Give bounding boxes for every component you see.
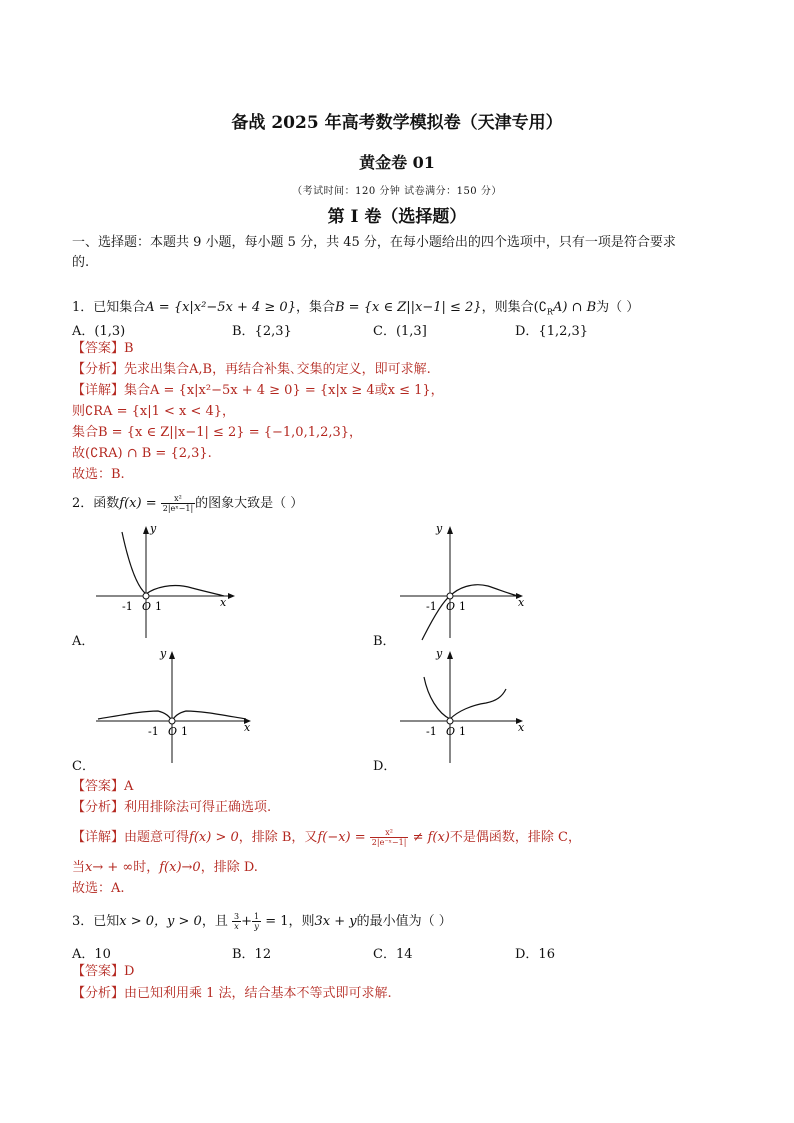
q2-analysis-text: 利用排除法可得正确选项. bbox=[124, 800, 272, 815]
q1-stem-a: 1．已知集合 bbox=[72, 300, 146, 315]
q2-stem-a: 2．函数 bbox=[72, 496, 120, 511]
q3-answer-tag: 【答案】 bbox=[72, 964, 125, 979]
origin-label: O bbox=[446, 725, 456, 738]
y-axis-arrow-icon bbox=[143, 526, 149, 534]
x-label: x bbox=[518, 596, 525, 609]
q1-analysis bbox=[72, 360, 431, 380]
curve bbox=[424, 677, 506, 719]
q1-stem-c: ，则集合(∁ bbox=[481, 300, 547, 315]
tick-1: 1 bbox=[155, 600, 162, 613]
y-axis-arrow-icon bbox=[447, 526, 453, 534]
y-label: y bbox=[436, 647, 443, 660]
q1-choose: 故选：B. bbox=[72, 467, 125, 482]
q2-option-b-label: B． bbox=[373, 634, 396, 649]
q2-graph-a bbox=[92, 520, 242, 642]
q3-plus: + bbox=[241, 914, 252, 929]
q3-frac-2-num: 1 bbox=[253, 912, 260, 921]
q2-stem bbox=[72, 494, 303, 514]
q2-answer bbox=[72, 777, 133, 797]
q3-frac-1 bbox=[232, 912, 241, 931]
q1-answer bbox=[72, 339, 134, 359]
q2-detail-1f: 不是偶函数，排除 C， bbox=[449, 830, 581, 845]
q1-set-b: B = {x ∈ Z||x−1| ≤ 2} bbox=[335, 300, 482, 315]
q1-option-a: A．(1,3) bbox=[72, 324, 126, 339]
q2-detail-1a: 由题意可得 bbox=[124, 830, 190, 845]
q3-stem-b: ，且 bbox=[201, 914, 228, 929]
q1-stem-d: A) ∩ B bbox=[552, 300, 597, 315]
q3-frac-1-num: 3 bbox=[233, 912, 240, 921]
q2-graph-b bbox=[396, 520, 546, 642]
q2-detail-1b: f(x) > 0 bbox=[189, 830, 239, 845]
q3-analysis bbox=[72, 984, 392, 1004]
q2-detail-1 bbox=[72, 828, 581, 848]
tick-1: 1 bbox=[181, 725, 188, 738]
q2-detail-1c: ，排除 B，又 bbox=[238, 830, 318, 845]
q1-sub-r: R bbox=[546, 307, 553, 317]
q2-detail-2e: ，排除 D. bbox=[200, 860, 258, 875]
q2-fx: f(x) = bbox=[119, 496, 157, 511]
q1-answer-tag: 【答案】 bbox=[72, 341, 125, 356]
hollow-point bbox=[143, 593, 149, 599]
q3-eq: = 1 bbox=[265, 914, 289, 929]
tick-1: 1 bbox=[459, 725, 466, 738]
q3-option-a: A．10 bbox=[72, 947, 111, 962]
y-axis-arrow-icon bbox=[169, 651, 175, 659]
q3-cond: x > 0，y > 0 bbox=[119, 914, 202, 929]
q2-detail-tag: 【详解】 bbox=[72, 830, 125, 845]
q2-choose: 故选：A. bbox=[72, 881, 125, 896]
q3-analysis-text: 由已知利用乘 1 法，结合基本不等式即可求解. bbox=[124, 986, 392, 1001]
q1-set-a: A = {x|x²−5x + 4 ≥ 0} bbox=[145, 300, 296, 315]
q1-option-c: C．(1,3] bbox=[373, 324, 427, 339]
tick-1: 1 bbox=[459, 600, 466, 613]
q1-detail-2: 则∁RA = {x|1 < x < 4}， bbox=[72, 404, 236, 419]
q3-stem-a: 3．已知 bbox=[72, 914, 120, 929]
q1-analysis-tag: 【分析】 bbox=[72, 362, 125, 377]
q2-detail-2c: 时， bbox=[133, 860, 160, 875]
origin-label: O bbox=[446, 600, 456, 613]
tick-neg1: -1 bbox=[426, 725, 437, 738]
q3-option-b: B．12 bbox=[232, 947, 272, 962]
q1-option-d: D．{1,2,3} bbox=[515, 324, 589, 339]
x-label: x bbox=[244, 721, 251, 734]
q2-graph-c bbox=[92, 645, 262, 767]
hollow-point bbox=[447, 718, 453, 724]
q2-detail-1d: f(−x) = bbox=[317, 830, 366, 845]
q3-stem-c: ，则 bbox=[288, 914, 315, 929]
origin-label: O bbox=[142, 600, 152, 613]
q3-option-d: D．16 bbox=[515, 947, 555, 962]
q2-option-c-label: C． bbox=[72, 759, 95, 774]
q2-analysis bbox=[72, 798, 271, 818]
curve bbox=[122, 532, 224, 596]
q2-graph-d bbox=[396, 645, 546, 767]
q2-detail-2a: 当 bbox=[72, 860, 86, 875]
q3-analysis-tag: 【分析】 bbox=[72, 986, 125, 1001]
q3-expr: 3x + y bbox=[314, 914, 357, 929]
hollow-point bbox=[447, 593, 453, 599]
q3-option-c: C．14 bbox=[373, 947, 413, 962]
q2-detail-frac-num: x² bbox=[370, 828, 409, 838]
paper-subtitle: 黄金卷 01 bbox=[359, 153, 435, 172]
q2-detail-2b: x→ + ∞ bbox=[85, 860, 134, 875]
q1-stem-e: 为（ ） bbox=[596, 300, 640, 315]
hollow-point bbox=[169, 718, 175, 724]
q1-option-b: B．{2,3} bbox=[232, 324, 292, 339]
q2-detail-1e: ≠ f(x) bbox=[412, 830, 450, 845]
section-heading: 第 I 卷（选择题） bbox=[327, 207, 467, 227]
q2-frac-den: 2|eˣ−1| bbox=[162, 504, 194, 513]
x-label: x bbox=[220, 596, 227, 609]
tick-neg1: -1 bbox=[426, 600, 437, 613]
q3-stem-d: 的最小值为（ ） bbox=[356, 914, 452, 929]
y-label: y bbox=[436, 522, 443, 535]
y-label: y bbox=[160, 647, 167, 660]
q2-fraction bbox=[161, 494, 195, 513]
q2-answer-value: A bbox=[124, 779, 134, 794]
q2-analysis-tag: 【分析】 bbox=[72, 800, 125, 815]
instructions-line-1: 一、选择题：本题共 9 小题，每小题 5 分，共 45 分，在每小题给出的四个选项中，只有一项是符合要求 bbox=[72, 235, 676, 250]
q1-stem bbox=[72, 298, 639, 323]
q2-detail-2 bbox=[72, 858, 258, 878]
q3-frac-2-den: y bbox=[254, 922, 259, 931]
q3-frac-1-den: x bbox=[234, 922, 239, 931]
q2-detail-fraction bbox=[370, 828, 409, 847]
q2-stem-b: 的图象大致是（ ） bbox=[195, 496, 304, 511]
q1-answer-value: B bbox=[124, 341, 134, 356]
q1-analysis-text: 先求出集合A,B，再结合补集､交集的定义，即可求解. bbox=[124, 362, 431, 377]
exam-info: （考试时间：120 分钟 试卷满分：150 分） bbox=[292, 186, 502, 197]
q3-stem bbox=[72, 912, 452, 932]
q2-answer-tag: 【答案】 bbox=[72, 779, 125, 794]
q2-detail-2d: f(x)→0 bbox=[159, 860, 201, 875]
q1-detail-3: 集合B = {x ∈ Z||x−1| ≤ 2} = {−1,0,1,2,3}， bbox=[72, 425, 363, 440]
q1-detail-1-text: 集合A = {x|x²−5x + 4 ≥ 0} = {x|x ≥ 4或x ≤ 1}， bbox=[124, 383, 444, 398]
q1-detail-1 bbox=[72, 381, 444, 401]
x-axis-arrow-icon bbox=[228, 593, 235, 599]
origin-label: O bbox=[168, 725, 178, 738]
q2-frac-num: x² bbox=[161, 494, 195, 504]
q1-detail-tag: 【详解】 bbox=[72, 383, 125, 398]
instructions-line-2: 的. bbox=[72, 255, 90, 270]
q3-frac-2 bbox=[252, 912, 261, 931]
q1-stem-b: ，集合 bbox=[295, 300, 335, 315]
tick-neg1: -1 bbox=[122, 600, 133, 613]
paper-title: 备战 2025 年高考数学模拟卷（天津专用） bbox=[231, 113, 563, 133]
q3-answer-value: D bbox=[124, 964, 135, 979]
y-axis-arrow-icon bbox=[447, 651, 453, 659]
q2-option-a-label: A． bbox=[72, 634, 95, 649]
q3-answer bbox=[72, 962, 134, 982]
q2-detail-frac-den: 2|e⁻ˣ−1| bbox=[371, 838, 407, 847]
q1-detail-4: 故(∁RA) ∩ B = {2,3}. bbox=[72, 446, 212, 461]
q2-option-d-label: D． bbox=[373, 759, 397, 774]
y-label: y bbox=[150, 522, 157, 535]
tick-neg1: -1 bbox=[148, 725, 159, 738]
x-label: x bbox=[518, 721, 525, 734]
